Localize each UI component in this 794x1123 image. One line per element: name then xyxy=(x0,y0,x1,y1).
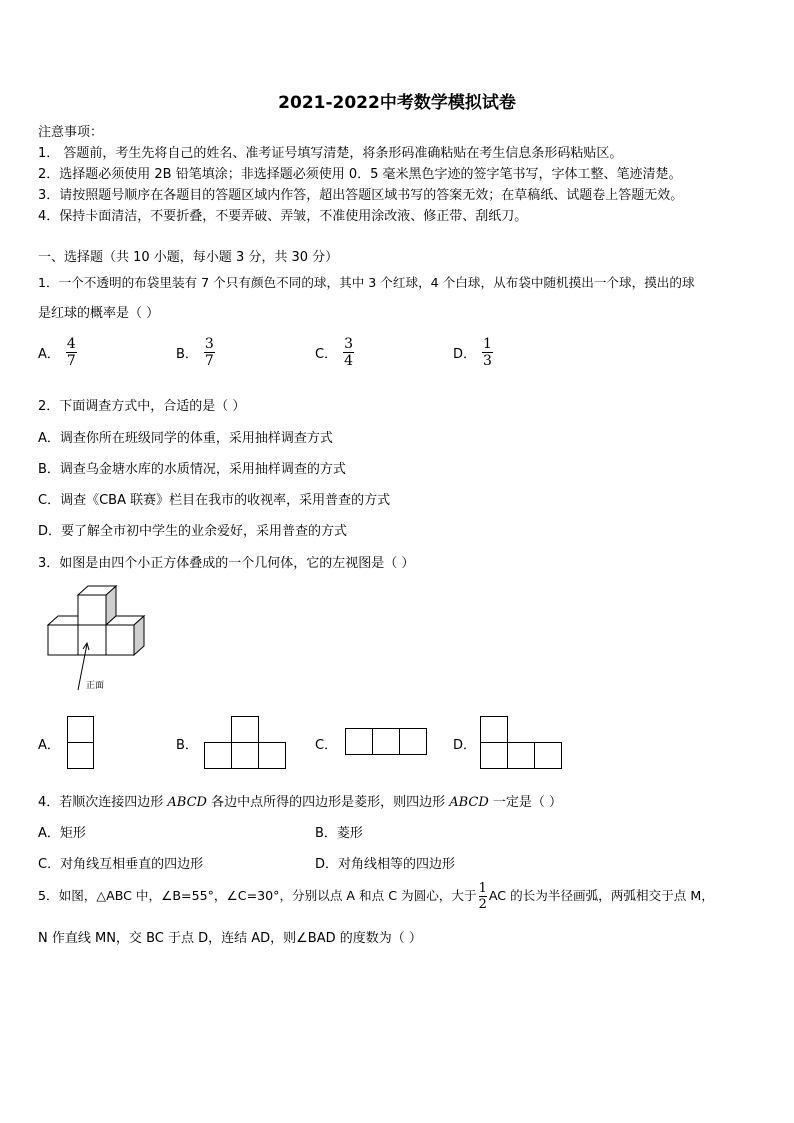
q5-stem-line1: 5．如图，△ABC 中，∠B=55°，∠C=30°，分别以点 A 和点 C 为圆心，大于 $\frac{1}{2}$ AC 的长为半径画弧，两弧相交于点 M， xyxy=(38,881,714,912)
notice-item-2: 2．选择题必须使用 2B 铅笔填涂；非选择题必须使用 0．5 毫米黑色字迹的签字笔书写，字体工整、笔迹清楚。 xyxy=(38,167,682,182)
fraction: $\frac{3}{7}$ xyxy=(204,336,214,369)
q3-option-c-figure xyxy=(345,728,427,756)
q1-stem-line1: 1．一个不透明的布袋里装有 7 个只有颜色不同的球，其中 3 个红球，4 个白球，从布袋中随机摸出一个球，摸出的球 xyxy=(38,275,695,290)
q3-option-d-label: D． xyxy=(453,738,477,753)
q3-option-a-figure xyxy=(67,716,95,770)
q3-figure-label: 正面 xyxy=(86,681,105,691)
section-heading: 一、选择题（共 10 小题，每小题 3 分，共 30 分） xyxy=(38,250,339,265)
q3-option-a-label: A． xyxy=(38,738,60,753)
q5-stem-line2: N 作直线 MN，交 BC 于点 D，连结 AD，则∠BAD 的度数为（ ） xyxy=(38,931,422,946)
q1-option-a: A． $\frac{4}{7}$ xyxy=(38,336,76,369)
page-title: 2021-2022中考数学模拟试卷 xyxy=(278,93,516,113)
notice-item-3: 3．请按照题号顺序在各题目的答题区域内作答，超出答题区域书写的答案无效；在草稿纸、试题卷上答题无效。 xyxy=(38,188,684,203)
q1-stem-line2: 是红球的概率是（ ） xyxy=(38,306,160,321)
fraction: $\frac{4}{7}$ xyxy=(66,336,76,369)
notice-heading: 注意事项： xyxy=(38,125,104,140)
q4-stem: 4．若顺次连接四边形 ABCD 各边中点所得的四边形是菱形，则四边形 ABCD 一定是（ ） xyxy=(38,795,563,810)
q3-option-b-figure xyxy=(204,716,286,770)
q3-option-c-label: C． xyxy=(315,738,338,753)
q2-option-d: D．要了解全市初中学生的业余爱好，采用普查的方式 xyxy=(38,524,348,539)
q3-stem: 3．如图是由四个小正方体叠成的一个几何体，它的左视图是（ ） xyxy=(38,556,415,571)
q2-option-a: A．调查你所在班级同学的体重，采用抽样调查方式 xyxy=(38,431,333,446)
q4-option-a: A．矩形 xyxy=(38,826,86,841)
q2-option-b: B．调查乌金塘水库的水质情况，采用抽样调查的方式 xyxy=(38,462,346,477)
q3-option-d-figure xyxy=(480,716,562,770)
notice-item-1: 1． 答题前，考生先将自己的姓名、准考证号填写清楚，将条形码准确粘贴在考生信息条形码粘贴区。 xyxy=(38,146,623,161)
q4-option-b: B．菱形 xyxy=(315,826,363,841)
q1-option-b: B． $\frac{3}{7}$ xyxy=(176,336,214,369)
notice-item-4: 4．保持卡面清洁，不要折叠，不要弄破、弄皱，不准使用涂改液、修正带、刮纸刀。 xyxy=(38,209,528,224)
q1-option-d: D． $\frac{1}{3}$ xyxy=(453,336,492,369)
fraction: $\frac{1}{2}$ xyxy=(478,881,487,912)
fraction: $\frac{3}{4}$ xyxy=(344,336,353,369)
q4-option-c: C．对角线互相垂直的四边形 xyxy=(38,857,204,872)
fraction: $\frac{1}{3}$ xyxy=(483,336,492,369)
q2-option-c: C．调查《CBA 联赛》栏目在我市的收视率，采用普查的方式 xyxy=(38,493,391,508)
q4-option-d: D．对角线相等的四边形 xyxy=(315,857,456,872)
q2-stem: 2．下面调查方式中，合适的是（ ） xyxy=(38,399,246,414)
q3-option-b-label: B． xyxy=(176,738,198,753)
q1-option-c: C． $\frac{3}{4}$ xyxy=(315,336,353,369)
